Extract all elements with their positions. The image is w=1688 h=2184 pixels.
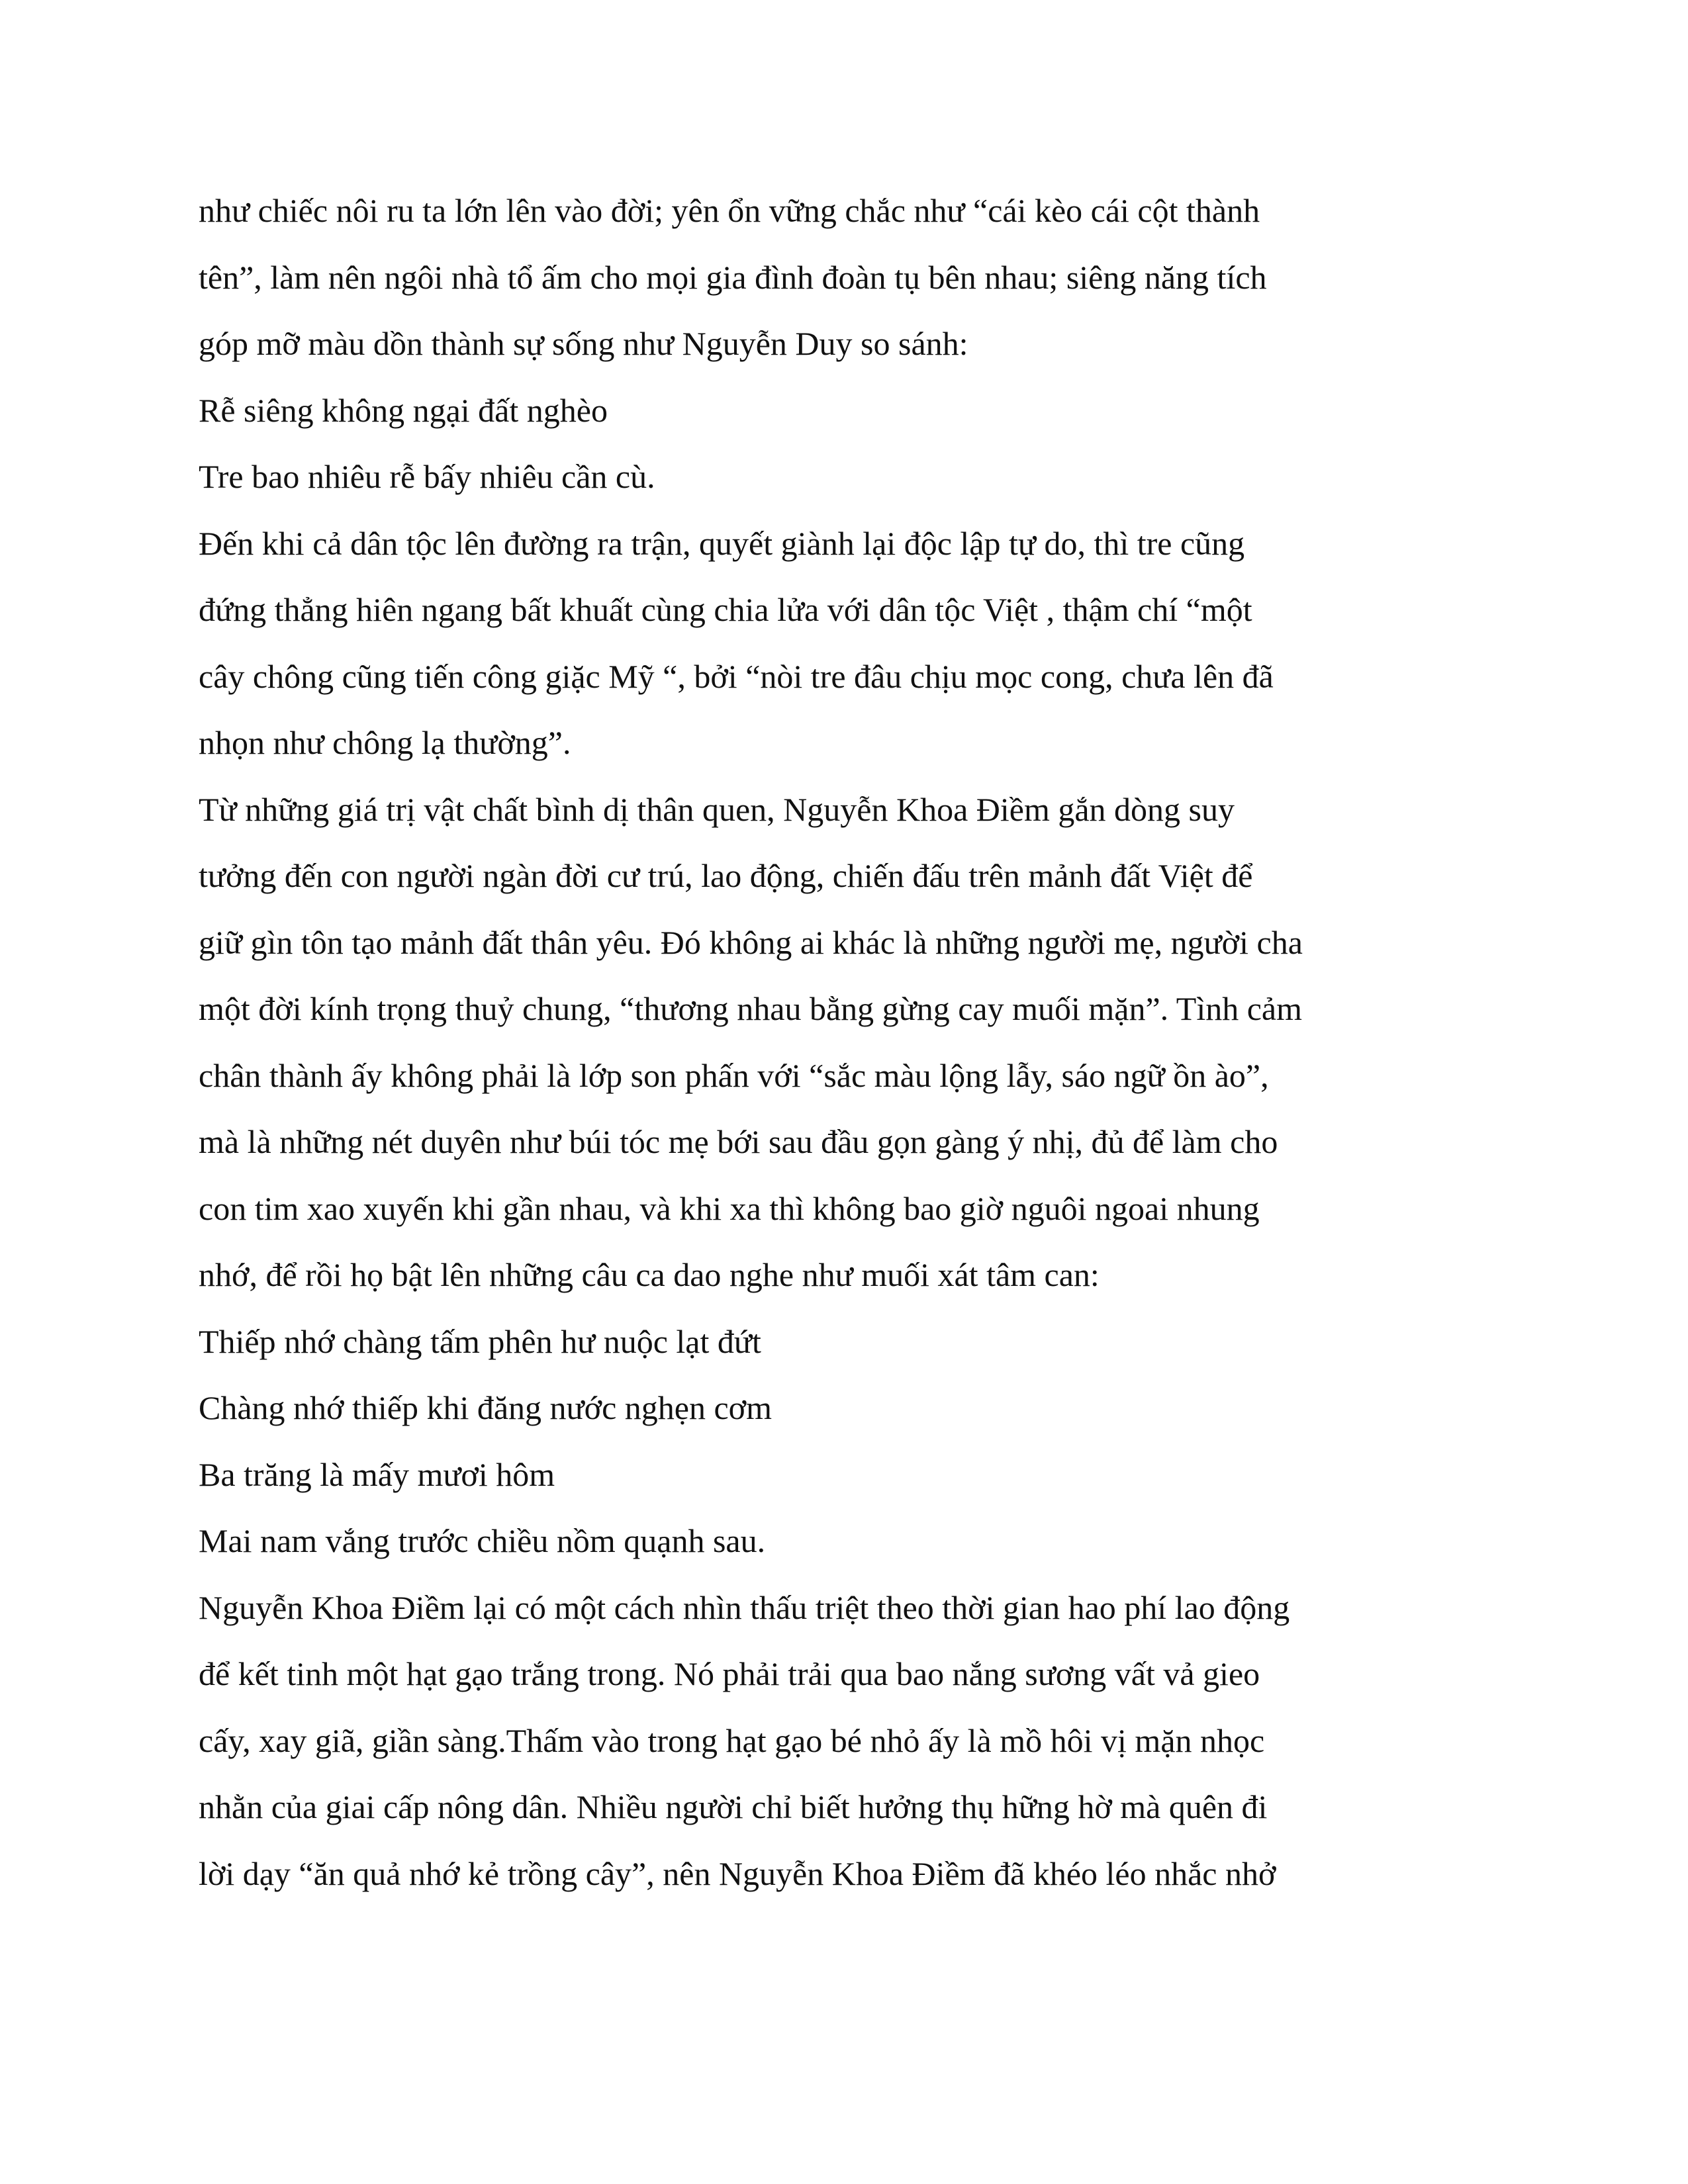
poem-line: Chàng nhớ thiếp khi đăng nước nghẹn cơm [199,1389,772,1426]
text-line: nhớ, để rồi họ bật lên những câu ca dao nghe như muối xát tâm can: [199,1256,1100,1293]
poem-line: Mai nam vắng trước chiều nồm quạnh sau. [199,1522,766,1559]
text-line: mà là những nét duyên như búi tóc mẹ bới sau đầu gọn gàng ý nhị, đủ để làm cho [199,1123,1278,1160]
text-line: góp mỡ màu dồn thành sự sống như Nguyễn Duy so sánh: [199,325,968,362]
text-line: đứng thẳng hiên ngang bất khuất cùng chia lửa với dân tộc Việt , thậm chí “một [199,591,1252,628]
poem-line: Ba trăng là mấy mươi hôm [199,1455,555,1493]
text-line: để kết tinh một hạt gạo trắng trong. Nó phải trải qua bao nắng sương vất vả gieo [199,1655,1260,1692]
text-line: nhọn như chông lạ thường”. [199,724,571,761]
poem-line: Thiếp nhớ chàng tấm phên hư nuộc lạt đứt [199,1322,761,1360]
poem-line: Rễ siêng không ngại đất nghèo [199,391,608,429]
text-line: tưởng đến con người ngàn đời cư trú, lao động, chiến đấu trên mảnh đất Việt để [199,857,1253,894]
text-line: Nguyễn Khoa Điềm lại có một cách nhìn thấu triệt theo thời gian hao phí lao động [199,1588,1290,1626]
text-line: cấy, xay giã, giần sàng.Thấm vào trong hạt gạo bé nhỏ ấy là mồ hôi vị mặn nhọc [199,1721,1265,1759]
text-line: Đến khi cả dân tộc lên đường ra trận, quyết giành lại độc lập tự do, thì tre cũng [199,524,1245,562]
text-line: chân thành ấy không phải là lớp son phấn với “sắc màu lộng lẫy, sáo ngữ ồn ào”, [199,1056,1269,1094]
text-line: con tim xao xuyến khi gần nhau, và khi xa thì không bao giờ nguôi ngoai nhung [199,1189,1260,1227]
text-line: như chiếc nôi ru ta lớn lên vào đời; yên ổn vững chắc như “cái kèo cái cột thành [199,192,1260,229]
text-line: tên”, làm nên ngôi nhà tổ ấm cho mọi gia đình đoàn tụ bên nhau; siêng năng tích [199,258,1267,296]
text-line: lời dạy “ăn quả nhớ kẻ trồng cây”, nên Nguyễn Khoa Điềm đã khéo léo nhắc nhở [199,1854,1276,1892]
text-line: một đời kính trọng thuỷ chung, “thương nhau bằng gừng cay muối mặn”. Tình cảm [199,990,1302,1027]
text-line: nhằn của giai cấp nông dân. Nhiều người chỉ biết hưởng thụ hững hờ mà quên đi [199,1788,1268,1825]
text-line: Từ những giá trị vật chất bình dị thân quen, Nguyễn Khoa Điềm gắn dòng suy [199,790,1235,828]
body-text [199,177,1496,1907]
poem-line: Tre bao nhiêu rễ bấy nhiêu cần cù. [199,458,655,495]
text-line: giữ gìn tôn tạo mảnh đất thân yêu. Đó không ai khác là những người mẹ, người cha [199,923,1303,961]
text-line: cây chông cũng tiến công giặc Mỹ “, bởi “nòi tre đâu chịu mọc cong, chưa lên đã [199,657,1274,695]
